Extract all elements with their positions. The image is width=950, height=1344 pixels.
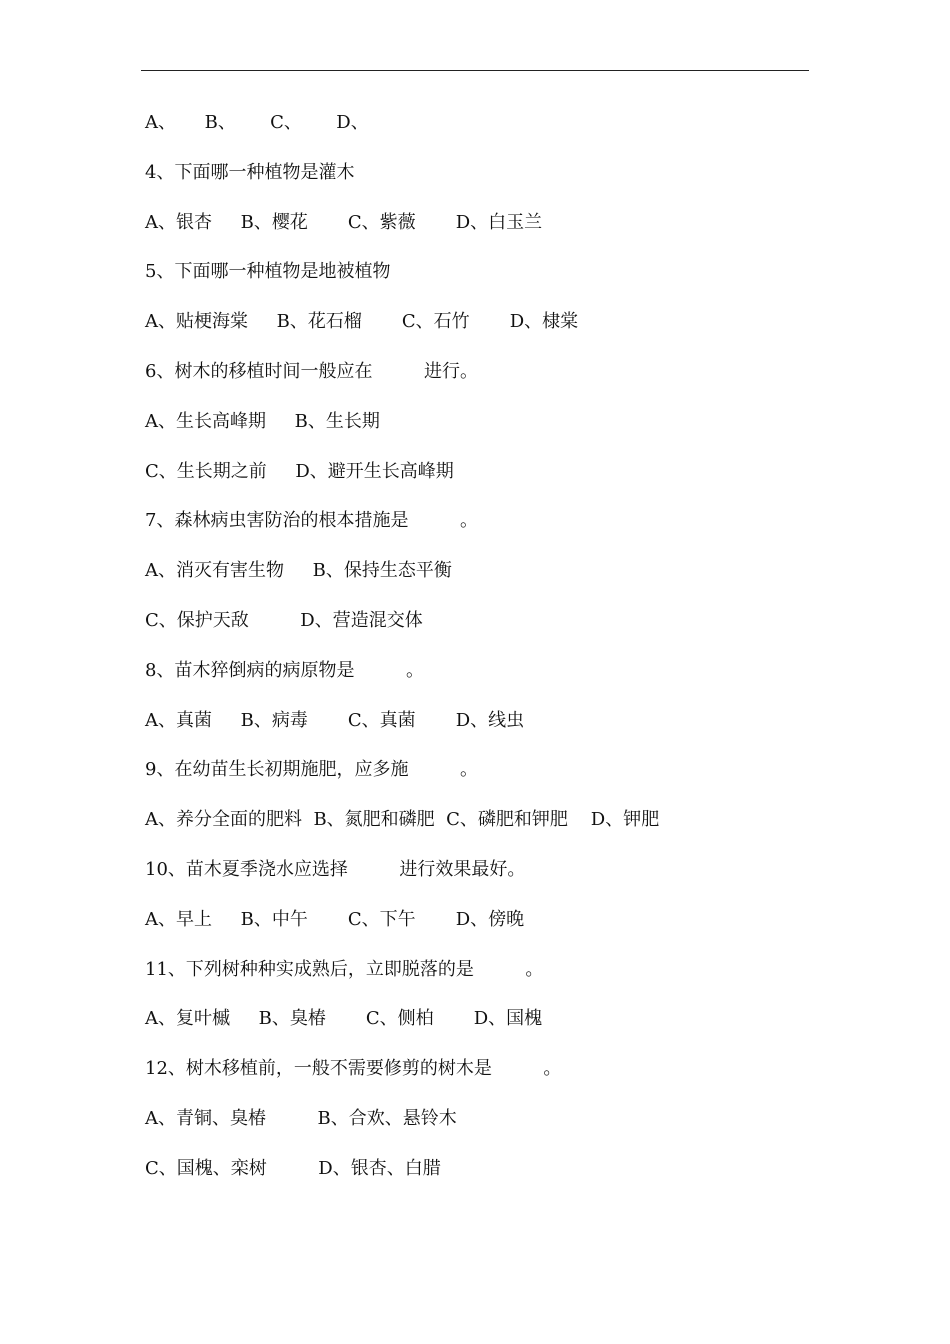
answer-options-q3: A、 B、 C、 D、 (145, 112, 369, 133)
question-5: 5、下面哪一种植物是地被植物 (145, 261, 391, 283)
question-9: 9、在幼苗生长初期施肥，应多施 。 (145, 759, 478, 781)
header-rule (141, 70, 809, 71)
question-8: 8、苗木猝倒病的病原物是 。 (145, 659, 424, 681)
answer-options-q12-cd: C、国槐、栾树 D、银杏、白腊 (145, 1157, 441, 1179)
answer-options-q5: A、贴梗海棠 B、花石榴 C、石竹 D、棣棠 (145, 311, 579, 333)
answer-options-q8: A、真菌 B、病毒 C、真菌 D、线虫 (145, 709, 525, 731)
answer-options-q6-ab: A、生长高峰期 B、生长期 (145, 410, 380, 432)
answer-options-q7-ab: A、消灭有害生物 B、保持生态平衡 (145, 560, 452, 582)
question-7: 7、森林病虫害防治的根本措施是 。 (145, 510, 478, 532)
answer-options-q10: A、早上 B、中午 C、下午 D、傍晚 (145, 908, 525, 930)
question-6: 6、树木的移植时间一般应在 进行。 (145, 360, 478, 382)
answer-options-q12-ab: A、青铜、臭椿 B、合欢、悬铃木 (145, 1107, 457, 1129)
question-4: 4、下面哪一种植物是灌木 (145, 161, 355, 183)
question-12: 12、树木移植前，一般不需要修剪的树木是 。 (145, 1058, 562, 1080)
answer-options-q4: A、银杏 B、樱花 C、紫薇 D、白玉兰 (145, 211, 543, 233)
question-10: 10、苗木夏季浇水应选择 进行效果最好。 (145, 858, 526, 880)
answer-options-q11: A、复叶槭 B、臭椿 C、侧柏 D、国槐 (145, 1008, 543, 1030)
answer-options-q9: A、养分全面的肥料 B、氮肥和磷肥 C、磷肥和钾肥 D、钾肥 (145, 809, 660, 831)
question-list (145, 108, 825, 1204)
answer-options-q7-cd: C、保护天敌 D、营造混交体 (145, 609, 423, 631)
answer-options-q6-cd: C、生长期之前 D、避开生长高峰期 (145, 460, 454, 482)
question-11: 11、下列树种种实成熟后，立即脱落的是 。 (145, 958, 544, 980)
